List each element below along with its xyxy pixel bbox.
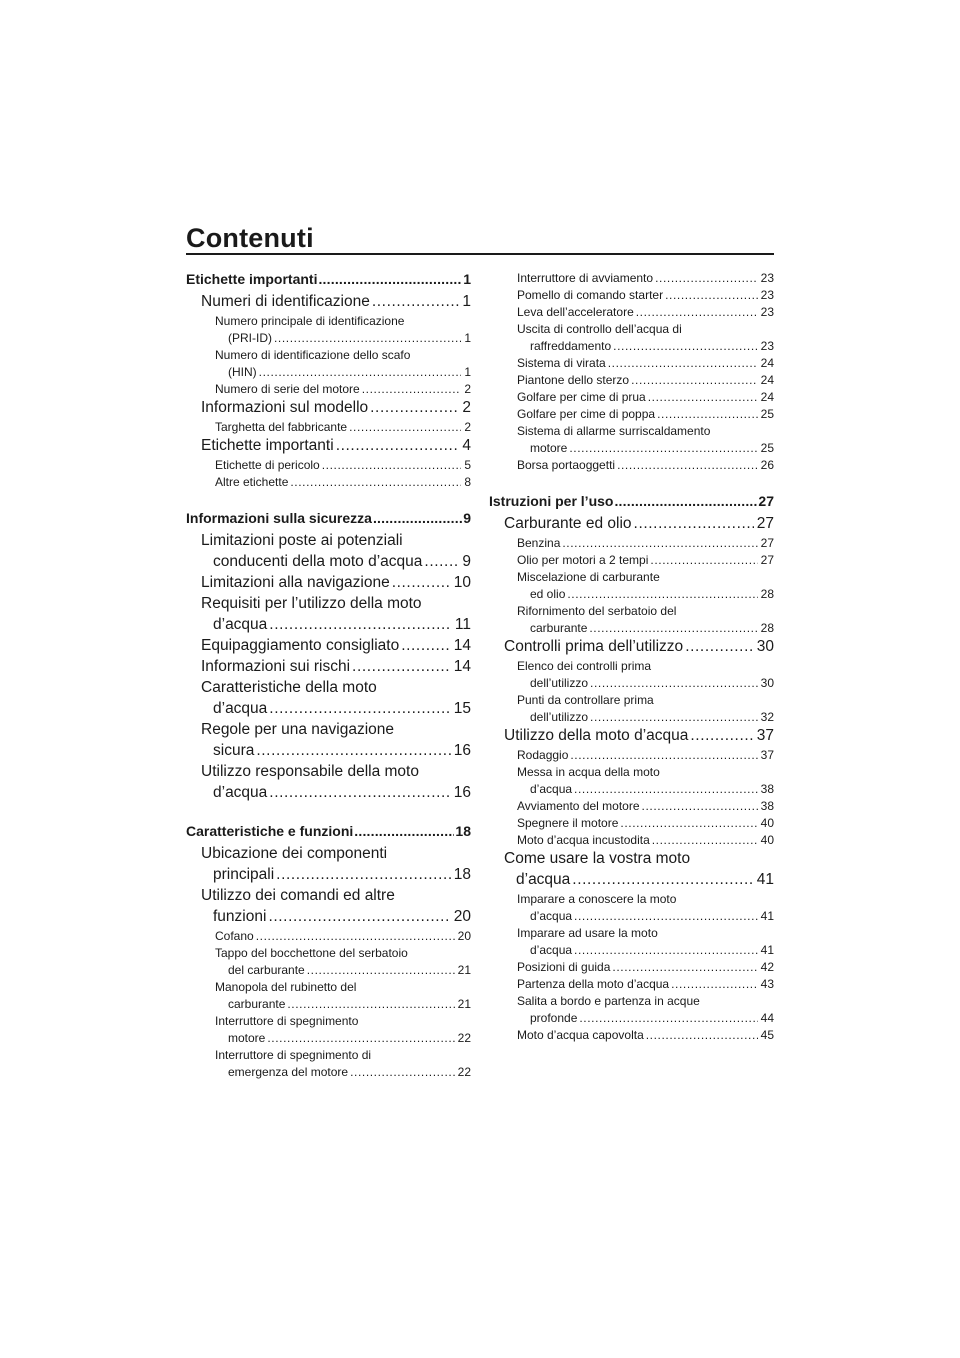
dot-leader (256, 743, 450, 759)
toc-page-number: 27 (758, 494, 774, 509)
toc-entry-text: Salita a bordo e partenza in acque (517, 995, 700, 1008)
toc-subentry[interactable] (186, 421, 471, 438)
toc-page-number: 30 (760, 677, 774, 690)
toc-entry-text: Spegnere il motore (517, 817, 619, 830)
dot-leader (322, 459, 462, 471)
dot-leader (373, 511, 462, 525)
toc-page-number: 24 (760, 374, 774, 387)
toc-column-left (186, 272, 471, 1083)
toc-page-number: 24 (760, 357, 774, 370)
dot-leader (655, 272, 758, 284)
dot-leader (646, 1029, 758, 1041)
toc-page-number: 10 (453, 575, 471, 591)
toc-chapter-entry[interactable] (186, 596, 471, 638)
toc-entry-text: Interruttore di spegnimento di (215, 1049, 372, 1062)
toc-entry-text: motore (228, 1032, 266, 1045)
toc-entry-text: Controlli prima dell’utilizzo (504, 639, 684, 655)
toc-entry-text: Partenza della moto d’acqua (517, 978, 670, 991)
toc-subentry[interactable] (489, 272, 774, 289)
dot-leader (567, 588, 757, 600)
toc-entry-text: (HIN) (228, 366, 257, 379)
dot-leader (336, 438, 460, 454)
toc-page-number: 2 (464, 383, 471, 396)
toc-page-number: 1 (464, 332, 471, 345)
toc-page-number: 27 (760, 554, 774, 567)
toc-entry-text: d’acqua (213, 617, 268, 633)
toc-entry-text: Informazioni sui rischi (201, 659, 351, 675)
toc-page-number: 38 (760, 783, 774, 796)
dot-leader (648, 391, 758, 403)
dot-leader (267, 1032, 454, 1044)
toc-page-number: 42 (760, 961, 774, 974)
dot-leader (636, 306, 758, 318)
toc-page-number: 41 (760, 944, 774, 957)
toc-subentry[interactable] (489, 374, 774, 391)
toc-entry-text: profonde (530, 1012, 578, 1025)
toc-page-number: 27 (756, 516, 774, 532)
toc-subentry[interactable] (186, 1015, 471, 1049)
toc-subentry[interactable] (489, 408, 774, 425)
toc-entry-text: Borsa portaoggetti (517, 459, 616, 472)
toc-subentry[interactable] (186, 1049, 471, 1083)
dot-leader (401, 638, 451, 654)
toc-page-number: 18 (455, 824, 471, 839)
toc-page-number: 16 (453, 743, 471, 759)
toc-chapter-entry[interactable] (186, 438, 471, 459)
toc-page-number: 32 (760, 711, 774, 724)
toc-chapter-entry[interactable] (489, 516, 774, 537)
dot-leader (370, 400, 459, 416)
toc-page-number: 2 (462, 400, 471, 416)
toc-entry-text: Utilizzo responsabile della moto (201, 764, 419, 780)
dot-leader (590, 677, 758, 689)
toc-entry-text: emergenza del motore (228, 1066, 349, 1079)
toc-page-number: 5 (464, 459, 471, 472)
toc-subentry[interactable] (186, 459, 471, 476)
toc-entry-text: Piantone dello sterzo (517, 374, 630, 387)
toc-entry-text: conducenti della moto d’acqua (213, 554, 423, 570)
dot-leader (574, 783, 758, 795)
toc-entry-text: Etichette importanti (186, 272, 318, 287)
toc-entry-text: Informazioni sulla sicurezza (186, 511, 372, 526)
dot-leader (589, 622, 757, 634)
dot-leader (657, 408, 758, 420)
dot-leader (287, 998, 454, 1010)
toc-entry-text: d’acqua (530, 944, 573, 957)
toc-entry-text: Targhetta del fabbricante (215, 421, 348, 434)
toc-entry-text: Caratteristiche della moto (201, 680, 377, 696)
toc-page-number: 43 (760, 978, 774, 991)
toc-subentry[interactable] (186, 947, 471, 981)
dot-leader (579, 1012, 757, 1024)
toc-entry-text: Rifornimento del serbatoio del (517, 605, 677, 618)
toc-page-number: 9 (463, 511, 471, 526)
toc-page-number: 20 (453, 909, 471, 925)
toc-page-number: 45 (760, 1029, 774, 1042)
toc-page-number: 18 (453, 867, 471, 883)
toc-page-number: 1 (464, 366, 471, 379)
toc-entry-text: Miscelazione di carburante (517, 571, 660, 584)
dot-leader (570, 749, 757, 761)
toc-page-number: 1 (463, 272, 471, 287)
dot-leader (685, 639, 754, 655)
dot-leader (614, 494, 757, 508)
toc-entry-text: Imparare ad usare la moto (517, 927, 658, 940)
toc-page-number: 30 (756, 639, 774, 655)
toc-entry-text: d’acqua (516, 872, 571, 888)
toc-section-entry[interactable] (186, 272, 471, 294)
toc-page-number: 15 (453, 701, 471, 717)
toc-chapter-entry[interactable] (186, 638, 471, 659)
toc-page-number: 25 (760, 442, 774, 455)
dot-leader (269, 785, 450, 801)
toc-chapter-entry[interactable] (186, 680, 471, 722)
toc-subentry[interactable] (489, 694, 774, 728)
toc-entry-text: Olio per motori a 2 tempi (517, 554, 649, 567)
toc-entry-text: Uscita di controllo dell’acqua di (517, 323, 682, 336)
dot-leader (392, 575, 451, 591)
toc-subentry[interactable] (489, 995, 774, 1029)
toc-page-number: 37 (756, 728, 774, 744)
toc-page-number: 40 (760, 817, 774, 830)
toc-subentry[interactable] (489, 459, 774, 476)
toc-page-number: 24 (760, 391, 774, 404)
toc-subentry[interactable] (489, 571, 774, 605)
toc-subentry[interactable] (186, 981, 471, 1015)
toc-chapter-entry[interactable] (186, 400, 471, 421)
toc-section-entry[interactable] (186, 511, 471, 533)
toc-section-entry[interactable] (489, 494, 774, 516)
toc-entry-text: Sistema di allarme surriscaldamento (517, 425, 711, 438)
toc-chapter-entry[interactable] (186, 294, 471, 315)
toc-page-number: 23 (760, 289, 774, 302)
toc-entry-text: Numero di serie del motore (215, 383, 360, 396)
dot-leader (318, 272, 462, 286)
toc-entry-text: carburante (228, 998, 286, 1011)
toc-entry-text: Imparare a conoscere la moto (517, 893, 677, 906)
section-gap (186, 493, 471, 511)
toc-entry-text: d’acqua (213, 785, 268, 801)
toc-entry-text: carburante (530, 622, 588, 635)
toc-entry-text: d’acqua (530, 910, 573, 923)
toc-entry-text: Etichette importanti (201, 438, 334, 454)
toc-entry-text: Altre etichette (215, 476, 289, 489)
toc-subentry[interactable] (489, 817, 774, 834)
dot-leader (572, 872, 753, 888)
toc-entry-text: Messa in acqua della moto (517, 766, 660, 779)
dot-leader (634, 516, 754, 532)
toc-subentry[interactable] (489, 766, 774, 800)
toc-page-number: 44 (760, 1012, 774, 1025)
toc-page-number: 21 (457, 998, 471, 1011)
dot-leader (650, 554, 757, 566)
toc-page-number: 41 (756, 872, 774, 888)
section-gap (186, 806, 471, 824)
toc-entry-text: d’acqua (213, 701, 268, 717)
toc-section-entry[interactable] (186, 824, 471, 846)
toc-subentry[interactable] (489, 537, 774, 554)
dot-leader (574, 944, 758, 956)
dot-leader (608, 357, 758, 369)
toc-chapter-entry[interactable] (489, 728, 774, 749)
toc-entry-text: Interruttore di avviamento (517, 272, 654, 285)
toc-entry-text: sicura (213, 743, 255, 759)
toc-entry-text: Posizioni di guida (517, 961, 611, 974)
toc-entry-text: (PRI-ID) (228, 332, 272, 345)
toc-subentry[interactable] (186, 383, 471, 400)
dot-leader (269, 617, 452, 633)
toc-page-number: 26 (760, 459, 774, 472)
toc-entry-text: principali (213, 867, 275, 883)
toc-page-number: 4 (462, 438, 471, 454)
toc-page-number: 22 (457, 1066, 471, 1079)
dot-leader (362, 383, 462, 395)
toc-entry-text: d’acqua (530, 783, 573, 796)
toc-subentry[interactable] (186, 315, 471, 349)
toc-entry-text: Punti da controllare prima (517, 694, 654, 707)
toc-entry-text: Requisiti per l’utilizzo della moto (201, 596, 422, 612)
toc-page-number: 23 (760, 340, 774, 353)
toc-entry-text: ed olio (530, 588, 566, 601)
toc-chapter-entry[interactable] (186, 722, 471, 764)
toc-subentry[interactable] (489, 289, 774, 306)
toc-subentry[interactable] (489, 927, 774, 961)
toc-entry-text: Moto d’acqua capovolta (517, 1029, 644, 1042)
toc-subentry[interactable] (489, 834, 774, 851)
toc-chapter-entry[interactable] (186, 846, 471, 888)
toc-entry-text: Etichette di pericolo (215, 459, 320, 472)
toc-entry-text: Limitazioni poste ai potenziali (201, 533, 403, 549)
dot-leader (631, 374, 758, 386)
dot-leader (613, 340, 757, 352)
toc-entry-text: Benzina (517, 537, 561, 550)
dot-leader (290, 476, 461, 488)
toc-chapter-entry[interactable] (186, 575, 471, 596)
toc-page-number: 38 (760, 800, 774, 813)
toc-entry-text: Tappo del bocchettone del serbatoio (215, 947, 408, 960)
toc-subentry[interactable] (489, 893, 774, 927)
toc-page-number: 23 (760, 306, 774, 319)
toc-entry-text: Avviamento del motore (517, 800, 640, 813)
toc-subentry[interactable] (489, 323, 774, 357)
toc-page-number: 22 (457, 1032, 471, 1045)
toc-page-number: 1 (462, 294, 471, 310)
toc-entry-text: Carburante ed olio (504, 516, 632, 532)
toc-entry-text: Equipaggiamento consigliato (201, 638, 400, 654)
toc-subentry[interactable] (489, 306, 774, 323)
toc-chapter-entry[interactable] (186, 659, 471, 680)
toc-subentry[interactable] (489, 749, 774, 766)
toc-page-number: 23 (760, 272, 774, 285)
toc-entry-text: motore (530, 442, 568, 455)
toc-entry-text: Elenco dei controlli prima (517, 660, 652, 673)
dot-leader (350, 1066, 455, 1078)
toc-entry-text: del carburante (228, 964, 305, 977)
dot-leader (269, 701, 450, 717)
toc-entry-text: Come usare la vostra moto (504, 851, 691, 867)
toc-entry-text: Ubicazione dei componenti (201, 846, 388, 862)
toc-entry-text: Istruzioni per l’uso (489, 494, 614, 509)
dot-leader (612, 961, 757, 973)
toc-entry-text: dell’utilizzo (530, 711, 589, 724)
toc-subentry[interactable] (186, 349, 471, 383)
toc-entry-text: Numero di identificazione dello scafo (215, 349, 411, 362)
dot-leader (652, 834, 758, 846)
toc-entry-text: Utilizzo dei comandi ed altre (201, 888, 395, 904)
toc-page-number: 41 (760, 910, 774, 923)
toc-entry-text: Regole per una navigazione (201, 722, 395, 738)
toc-entry-text: Caratteristiche e funzioni (186, 824, 354, 839)
dot-leader (424, 554, 459, 570)
toc-entry-text: dell’utilizzo (530, 677, 589, 690)
dot-leader (620, 817, 757, 829)
toc-subentry[interactable] (489, 554, 774, 571)
dot-leader (642, 800, 758, 812)
toc-entry-text: Manopola del rubinetto del (215, 981, 357, 994)
toc-subentry[interactable] (489, 978, 774, 995)
toc-page-number: 25 (760, 408, 774, 421)
toc-chapter-entry[interactable] (489, 851, 774, 893)
toc-page-number: 14 (453, 659, 471, 675)
toc-page-number: 16 (453, 785, 471, 801)
toc-subentry[interactable] (186, 930, 471, 947)
toc-page-number: 28 (760, 622, 774, 635)
toc-page-number: 37 (760, 749, 774, 762)
section-gap (489, 476, 774, 494)
toc-page-number: 14 (453, 638, 471, 654)
toc-entry-text: raffreddamento (530, 340, 612, 353)
toc-subentry[interactable] (186, 476, 471, 493)
toc-subentry[interactable] (489, 357, 774, 374)
toc-page-number: 8 (464, 476, 471, 489)
dot-leader (352, 659, 451, 675)
page-title: Contenuti (186, 223, 314, 253)
toc-page-number: 9 (462, 554, 471, 570)
dot-leader (590, 711, 758, 723)
toc-page-number: 40 (760, 834, 774, 847)
toc-chapter-entry[interactable] (186, 764, 471, 806)
toc-subentry[interactable] (489, 660, 774, 694)
toc-entry-text: Golfare per cime di prua (517, 391, 646, 404)
toc-page-number: 28 (760, 588, 774, 601)
toc-entry-text: Numero principale di identificazione (215, 315, 405, 328)
toc-page-number: 20 (457, 930, 471, 943)
dot-leader (349, 421, 461, 433)
toc-entry-text: funzioni (213, 909, 267, 925)
toc-subentry[interactable] (489, 605, 774, 639)
toc-entry-text: Moto d’acqua incustodita (517, 834, 650, 847)
dot-leader (574, 910, 758, 922)
dot-leader (259, 366, 462, 378)
toc-page-number: 21 (457, 964, 471, 977)
dot-leader (256, 930, 455, 942)
toc-page-number: 11 (454, 617, 471, 633)
dot-leader (354, 824, 454, 838)
dot-leader (690, 728, 753, 744)
dot-leader (276, 867, 451, 883)
toc-column-right (489, 272, 774, 1046)
toc-entry-text: Limitazioni alla navigazione (201, 575, 390, 591)
toc-page-number: 27 (760, 537, 774, 550)
toc-entry-text: Leva dell’acceleratore (517, 306, 634, 319)
dot-leader (569, 442, 757, 454)
toc-subentry[interactable] (489, 425, 774, 459)
toc-chapter-entry[interactable] (186, 533, 471, 575)
toc-entry-text: Cofano (215, 930, 254, 943)
dot-leader (671, 978, 758, 990)
dot-leader (617, 459, 758, 471)
toc-page-number: 2 (464, 421, 471, 434)
toc-entry-text: Rodaggio (517, 749, 569, 762)
toc-subentry[interactable] (489, 800, 774, 817)
toc-chapter-entry[interactable] (186, 888, 471, 930)
dot-leader (274, 332, 461, 344)
dot-leader (665, 289, 758, 301)
toc-subentry[interactable] (489, 961, 774, 978)
dot-leader (372, 294, 460, 310)
toc-subentry[interactable] (489, 1029, 774, 1046)
toc-entry-text: Sistema di virata (517, 357, 606, 370)
dot-leader (562, 537, 757, 549)
toc-entry-text: Golfare per cime di poppa (517, 408, 656, 421)
toc-chapter-entry[interactable] (489, 639, 774, 660)
toc-entry-text: Utilizzo della moto d’acqua (504, 728, 689, 744)
toc-entry-text: Interruttore di spegnimento (215, 1015, 359, 1028)
toc-entry-text: Pomello di comando starter (517, 289, 664, 302)
toc-entry-text: Numeri di identificazione (201, 294, 370, 310)
toc-subentry[interactable] (489, 391, 774, 408)
dot-leader (307, 964, 455, 976)
toc-entry-text: Informazioni sul modello (201, 400, 369, 416)
title-divider (186, 253, 774, 255)
dot-leader (268, 909, 450, 925)
